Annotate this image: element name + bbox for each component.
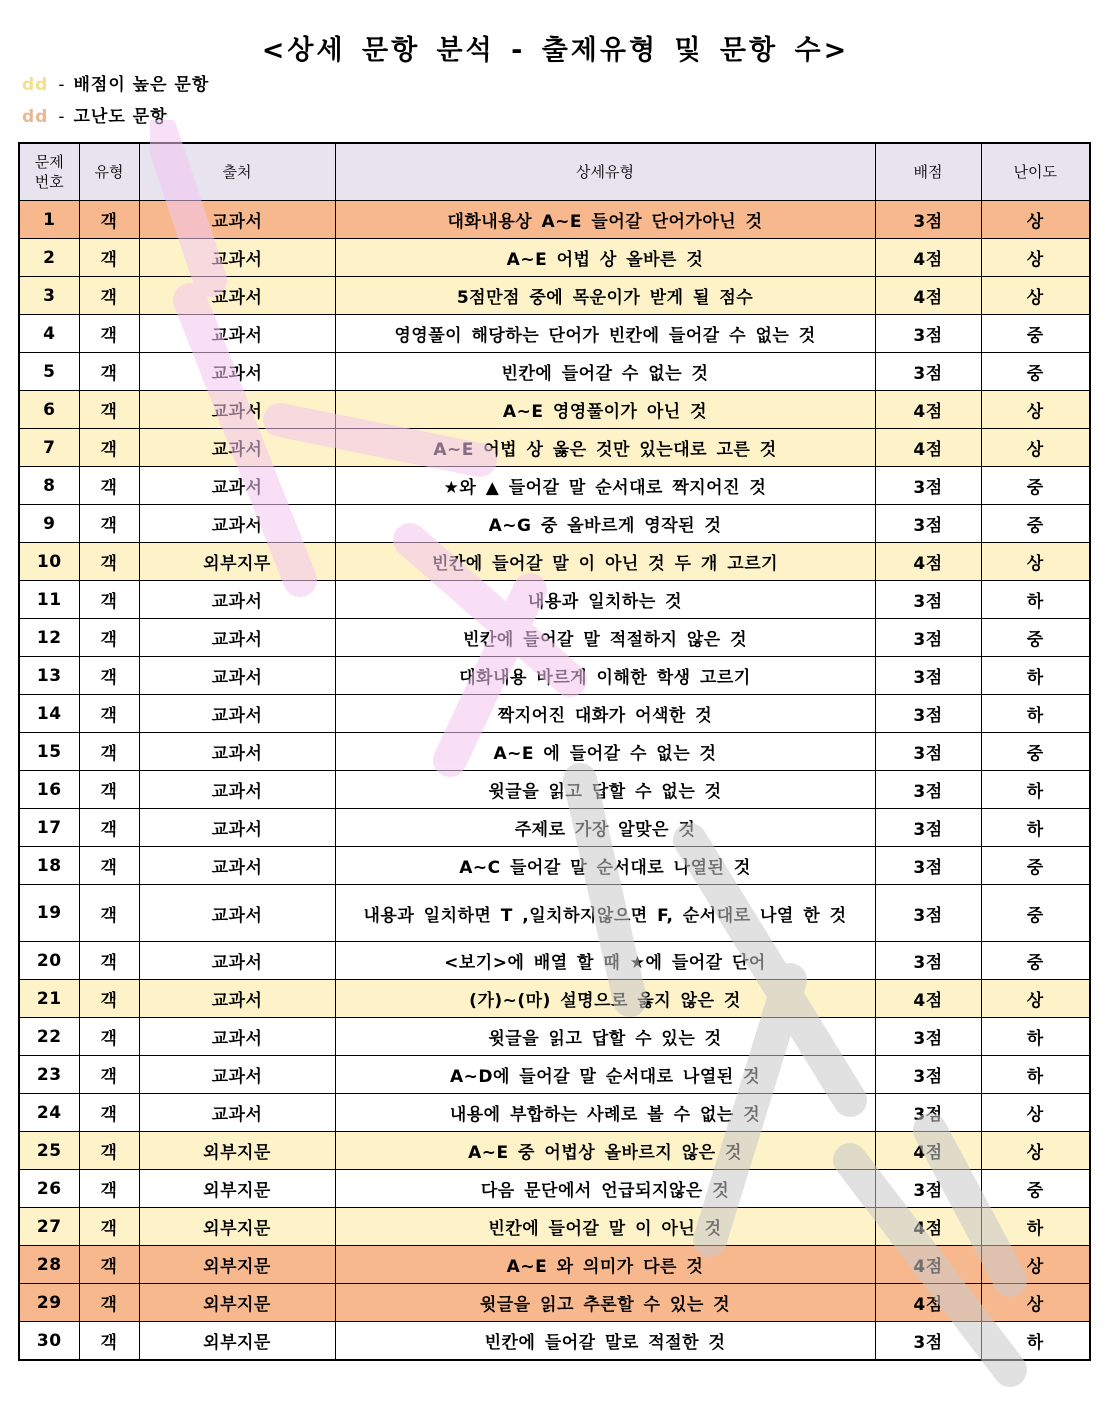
- cell-type: 객: [79, 315, 139, 353]
- cell-source: 교과서: [139, 733, 335, 771]
- header-type: 유형: [79, 143, 139, 201]
- cell-detail: 내용에 부합하는 사례로 볼 수 없는 것: [335, 1094, 875, 1132]
- cell-type: 객: [79, 1018, 139, 1056]
- cell-detail: A~E 영영풀이가 아닌 것: [335, 391, 875, 429]
- cell-type: 객: [79, 980, 139, 1018]
- cell-detail: ★와 ▲ 들어갈 말 순서대로 짝지어진 것: [335, 467, 875, 505]
- page-title: <상세 문항 분석 - 출제유형 및 문항 수>: [261, 35, 850, 66]
- cell-number: 13: [19, 657, 79, 695]
- table-row: [19, 391, 1090, 429]
- cell-detail: 윗글을 읽고 답할 수 없는 것: [335, 771, 875, 809]
- cell-type: 객: [79, 619, 139, 657]
- legend-high-points: [22, 70, 209, 95]
- cell-points: 3점: [875, 847, 981, 885]
- cell-type: 객: [79, 1284, 139, 1322]
- cell-points: 4점: [875, 1132, 981, 1170]
- cell-points: 4점: [875, 429, 981, 467]
- cell-points: 3점: [875, 1094, 981, 1132]
- cell-source: 교과서: [139, 1094, 335, 1132]
- cell-number: 22: [19, 1018, 79, 1056]
- cell-number: 2: [19, 239, 79, 277]
- cell-detail: A~E 어법 상 올바른 것: [335, 239, 875, 277]
- table-row: [19, 1208, 1090, 1246]
- cell-type: 객: [79, 1094, 139, 1132]
- cell-detail: A~C 들어갈 말 순서대로 나열된 것: [335, 847, 875, 885]
- table-row: [19, 1322, 1090, 1361]
- cell-difficulty: 하: [981, 1322, 1090, 1361]
- cell-number: 27: [19, 1208, 79, 1246]
- cell-detail: A~E 와 의미가 다른 것: [335, 1246, 875, 1284]
- cell-number: 5: [19, 353, 79, 391]
- cell-number: 30: [19, 1322, 79, 1361]
- cell-detail: 빈칸에 들어갈 수 없는 것: [335, 353, 875, 391]
- cell-number: 7: [19, 429, 79, 467]
- cell-detail: <보기>에 배열 할 때 ★에 들어갈 단어: [335, 942, 875, 980]
- cell-type: 객: [79, 353, 139, 391]
- cell-difficulty: 상: [981, 1132, 1090, 1170]
- cell-detail: 내용과 일치하면 T ,일치하지않으면 F, 순서대로 나열 한 것: [335, 885, 875, 942]
- table-row: [19, 809, 1090, 847]
- table-row: [19, 277, 1090, 315]
- cell-points: 4점: [875, 1208, 981, 1246]
- cell-type: 객: [79, 847, 139, 885]
- cell-source: 교과서: [139, 239, 335, 277]
- cell-type: 객: [79, 201, 139, 239]
- cell-number: 14: [19, 695, 79, 733]
- cell-number: 25: [19, 1132, 79, 1170]
- table-row: [19, 733, 1090, 771]
- cell-points: 3점: [875, 695, 981, 733]
- cell-number: 19: [19, 885, 79, 942]
- cell-source: 교과서: [139, 277, 335, 315]
- cell-type: 객: [79, 467, 139, 505]
- cell-source: 교과서: [139, 201, 335, 239]
- table-row: [19, 239, 1090, 277]
- cell-type: 객: [79, 581, 139, 619]
- cell-type: 객: [79, 942, 139, 980]
- cell-type: 객: [79, 1246, 139, 1284]
- cell-points: 3점: [875, 467, 981, 505]
- table-row: [19, 1132, 1090, 1170]
- cell-source: 교과서: [139, 885, 335, 942]
- cell-detail: A~G 중 올바르게 영작된 것: [335, 505, 875, 543]
- cell-number: 12: [19, 619, 79, 657]
- cell-points: 4점: [875, 277, 981, 315]
- cell-type: 객: [79, 1170, 139, 1208]
- table-row: [19, 771, 1090, 809]
- cell-detail: 윗글을 읽고 추론할 수 있는 것: [335, 1284, 875, 1322]
- cell-number: 16: [19, 771, 79, 809]
- cell-type: 객: [79, 239, 139, 277]
- header-number: [19, 143, 79, 201]
- cell-difficulty: 중: [981, 942, 1090, 980]
- cell-difficulty: 상: [981, 429, 1090, 467]
- cell-source: 교과서: [139, 657, 335, 695]
- cell-detail: A~D에 들어갈 말 순서대로 나열된 것: [335, 1056, 875, 1094]
- header-number-line1: 문제: [34, 153, 64, 171]
- cell-detail: 빈칸에 들어갈 말 적절하지 않은 것: [335, 619, 875, 657]
- cell-number: 20: [19, 942, 79, 980]
- cell-points: 3점: [875, 1322, 981, 1361]
- cell-difficulty: 중: [981, 847, 1090, 885]
- cell-difficulty: 중: [981, 885, 1090, 942]
- cell-difficulty: 상: [981, 1094, 1090, 1132]
- cell-points: 3점: [875, 942, 981, 980]
- cell-points: 4점: [875, 1284, 981, 1322]
- cell-detail: 대화내용 바르게 이해한 학생 고르기: [335, 657, 875, 695]
- table-row: [19, 429, 1090, 467]
- cell-difficulty: 상: [981, 201, 1090, 239]
- table-row: [19, 505, 1090, 543]
- cell-number: 26: [19, 1170, 79, 1208]
- analysis-table: [18, 142, 1091, 1361]
- cell-difficulty: 중: [981, 1170, 1090, 1208]
- cell-points: 3점: [875, 1170, 981, 1208]
- cell-source: 교과서: [139, 391, 335, 429]
- cell-detail: 대화내용상 A~E 들어갈 단어가아닌 것: [335, 201, 875, 239]
- cell-detail: 내용과 일치하는 것: [335, 581, 875, 619]
- legend-hard-items: [22, 102, 168, 127]
- cell-difficulty: 하: [981, 1208, 1090, 1246]
- cell-source: 교과서: [139, 429, 335, 467]
- cell-points: 3점: [875, 1018, 981, 1056]
- cell-source: 교과서: [139, 980, 335, 1018]
- table-row: [19, 581, 1090, 619]
- cell-source: 외부지문: [139, 1132, 335, 1170]
- cell-type: 객: [79, 543, 139, 581]
- table-row: [19, 467, 1090, 505]
- cell-difficulty: 상: [981, 543, 1090, 581]
- cell-difficulty: 상: [981, 980, 1090, 1018]
- cell-difficulty: 상: [981, 391, 1090, 429]
- cell-difficulty: 중: [981, 733, 1090, 771]
- cell-difficulty: 상: [981, 239, 1090, 277]
- cell-difficulty: 하: [981, 1018, 1090, 1056]
- cell-type: 객: [79, 885, 139, 942]
- cell-points: 4점: [875, 543, 981, 581]
- cell-difficulty: 하: [981, 581, 1090, 619]
- cell-points: 4점: [875, 980, 981, 1018]
- cell-points: 3점: [875, 885, 981, 942]
- cell-points: 4점: [875, 239, 981, 277]
- cell-detail: 빈칸에 들어갈 말 이 아닌 것 두 개 고르기: [335, 543, 875, 581]
- cell-detail: A~E 중 어법상 올바르지 않은 것: [335, 1132, 875, 1170]
- cell-points: 3점: [875, 657, 981, 695]
- cell-number: 1: [19, 201, 79, 239]
- cell-number: 4: [19, 315, 79, 353]
- cell-number: 23: [19, 1056, 79, 1094]
- table-row: [19, 1056, 1090, 1094]
- cell-source: 교과서: [139, 619, 335, 657]
- cell-detail: (가)~(마) 설명으로 옳지 않은 것: [335, 980, 875, 1018]
- cell-source: 외부지문: [139, 1170, 335, 1208]
- legend-swatch-hard: dd: [22, 107, 49, 127]
- cell-number: 28: [19, 1246, 79, 1284]
- cell-difficulty: 중: [981, 619, 1090, 657]
- table-row: [19, 1246, 1090, 1284]
- cell-number: 18: [19, 847, 79, 885]
- legend-swatch-high: dd: [22, 75, 49, 95]
- cell-source: 교과서: [139, 353, 335, 391]
- table-header-row: [19, 143, 1090, 201]
- cell-difficulty: 상: [981, 1246, 1090, 1284]
- cell-points: 3점: [875, 505, 981, 543]
- cell-detail: 짝지어진 대화가 어색한 것: [335, 695, 875, 733]
- cell-detail: A~E 에 들어갈 수 없는 것: [335, 733, 875, 771]
- table-row: [19, 1170, 1090, 1208]
- cell-difficulty: 하: [981, 657, 1090, 695]
- cell-detail: 다음 문단에서 언급되지않은 것: [335, 1170, 875, 1208]
- cell-points: 3점: [875, 1056, 981, 1094]
- legend-dash: -: [58, 75, 66, 95]
- cell-detail: A~E 어법 상 옳은 것만 있는대로 고른 것: [335, 429, 875, 467]
- cell-number: 3: [19, 277, 79, 315]
- table-row: [19, 619, 1090, 657]
- cell-source: 교과서: [139, 771, 335, 809]
- cell-difficulty: 중: [981, 315, 1090, 353]
- cell-source: 외부지무: [139, 543, 335, 581]
- legend-label-hard: 고난도 문항: [73, 107, 168, 127]
- table-body: [19, 201, 1090, 1361]
- header-number-line2: 번호: [34, 173, 64, 191]
- cell-difficulty: 중: [981, 505, 1090, 543]
- cell-detail: 빈칸에 들어갈 말 이 아닌 것: [335, 1208, 875, 1246]
- header-difficulty: 난이도: [981, 143, 1090, 201]
- cell-points: 3점: [875, 809, 981, 847]
- cell-difficulty: 상: [981, 277, 1090, 315]
- cell-difficulty: 중: [981, 353, 1090, 391]
- cell-source: 교과서: [139, 505, 335, 543]
- table-row: [19, 847, 1090, 885]
- cell-source: 외부지문: [139, 1246, 335, 1284]
- cell-number: 8: [19, 467, 79, 505]
- cell-source: 교과서: [139, 1018, 335, 1056]
- cell-number: 17: [19, 809, 79, 847]
- cell-source: 교과서: [139, 1056, 335, 1094]
- cell-detail: 주제로 가장 알맞은 것: [335, 809, 875, 847]
- cell-type: 객: [79, 505, 139, 543]
- cell-type: 객: [79, 695, 139, 733]
- cell-number: 21: [19, 980, 79, 1018]
- cell-type: 객: [79, 657, 139, 695]
- cell-number: 9: [19, 505, 79, 543]
- legend-dash: -: [58, 107, 66, 127]
- cell-source: 교과서: [139, 581, 335, 619]
- cell-source: 교과서: [139, 467, 335, 505]
- cell-source: 교과서: [139, 315, 335, 353]
- cell-points: 3점: [875, 619, 981, 657]
- cell-type: 객: [79, 391, 139, 429]
- cell-number: 29: [19, 1284, 79, 1322]
- cell-difficulty: 하: [981, 771, 1090, 809]
- table-row: [19, 885, 1090, 942]
- table-row: [19, 201, 1090, 239]
- cell-difficulty: 하: [981, 809, 1090, 847]
- cell-type: 객: [79, 277, 139, 315]
- cell-number: 15: [19, 733, 79, 771]
- cell-source: 교과서: [139, 809, 335, 847]
- header-points: 배점: [875, 143, 981, 201]
- cell-detail: 윗글을 읽고 답할 수 있는 것: [335, 1018, 875, 1056]
- cell-difficulty: 상: [981, 1284, 1090, 1322]
- cell-source: 교과서: [139, 847, 335, 885]
- cell-points: 3점: [875, 201, 981, 239]
- table-row: [19, 315, 1090, 353]
- cell-points: 3점: [875, 353, 981, 391]
- cell-points: 3점: [875, 581, 981, 619]
- cell-type: 객: [79, 733, 139, 771]
- table-row: [19, 1018, 1090, 1056]
- cell-difficulty: 중: [981, 467, 1090, 505]
- cell-points: 3점: [875, 733, 981, 771]
- cell-points: 3점: [875, 771, 981, 809]
- cell-points: 4점: [875, 1246, 981, 1284]
- cell-source: 교과서: [139, 942, 335, 980]
- cell-detail: 빈칸에 들어갈 말로 적절한 것: [335, 1322, 875, 1361]
- cell-source: 외부지문: [139, 1322, 335, 1361]
- cell-source: 외부지문: [139, 1284, 335, 1322]
- legend-label-high: 배점이 높은 문항: [73, 75, 210, 95]
- header-detail: 상세유형: [335, 143, 875, 201]
- cell-source: 교과서: [139, 695, 335, 733]
- cell-number: 24: [19, 1094, 79, 1132]
- cell-type: 객: [79, 429, 139, 467]
- cell-type: 객: [79, 809, 139, 847]
- cell-detail: 5점만점 중에 목운이가 받게 될 점수: [335, 277, 875, 315]
- table-row: [19, 1094, 1090, 1132]
- header-source: 출처: [139, 143, 335, 201]
- cell-type: 객: [79, 1056, 139, 1094]
- table-row: [19, 695, 1090, 733]
- cell-detail: 영영풀이 해당하는 단어가 빈칸에 들어갈 수 없는 것: [335, 315, 875, 353]
- cell-source: 외부지문: [139, 1208, 335, 1246]
- cell-type: 객: [79, 1208, 139, 1246]
- cell-difficulty: 하: [981, 695, 1090, 733]
- cell-type: 객: [79, 771, 139, 809]
- cell-points: 3점: [875, 315, 981, 353]
- cell-difficulty: 하: [981, 1056, 1090, 1094]
- cell-points: 4점: [875, 391, 981, 429]
- cell-number: 6: [19, 391, 79, 429]
- table-row: [19, 980, 1090, 1018]
- table-row: [19, 942, 1090, 980]
- table-row: [19, 1284, 1090, 1322]
- cell-type: 객: [79, 1322, 139, 1361]
- cell-number: 11: [19, 581, 79, 619]
- cell-number: 10: [19, 543, 79, 581]
- table-row: [19, 543, 1090, 581]
- cell-type: 객: [79, 1132, 139, 1170]
- table-row: [19, 353, 1090, 391]
- table-row: [19, 657, 1090, 695]
